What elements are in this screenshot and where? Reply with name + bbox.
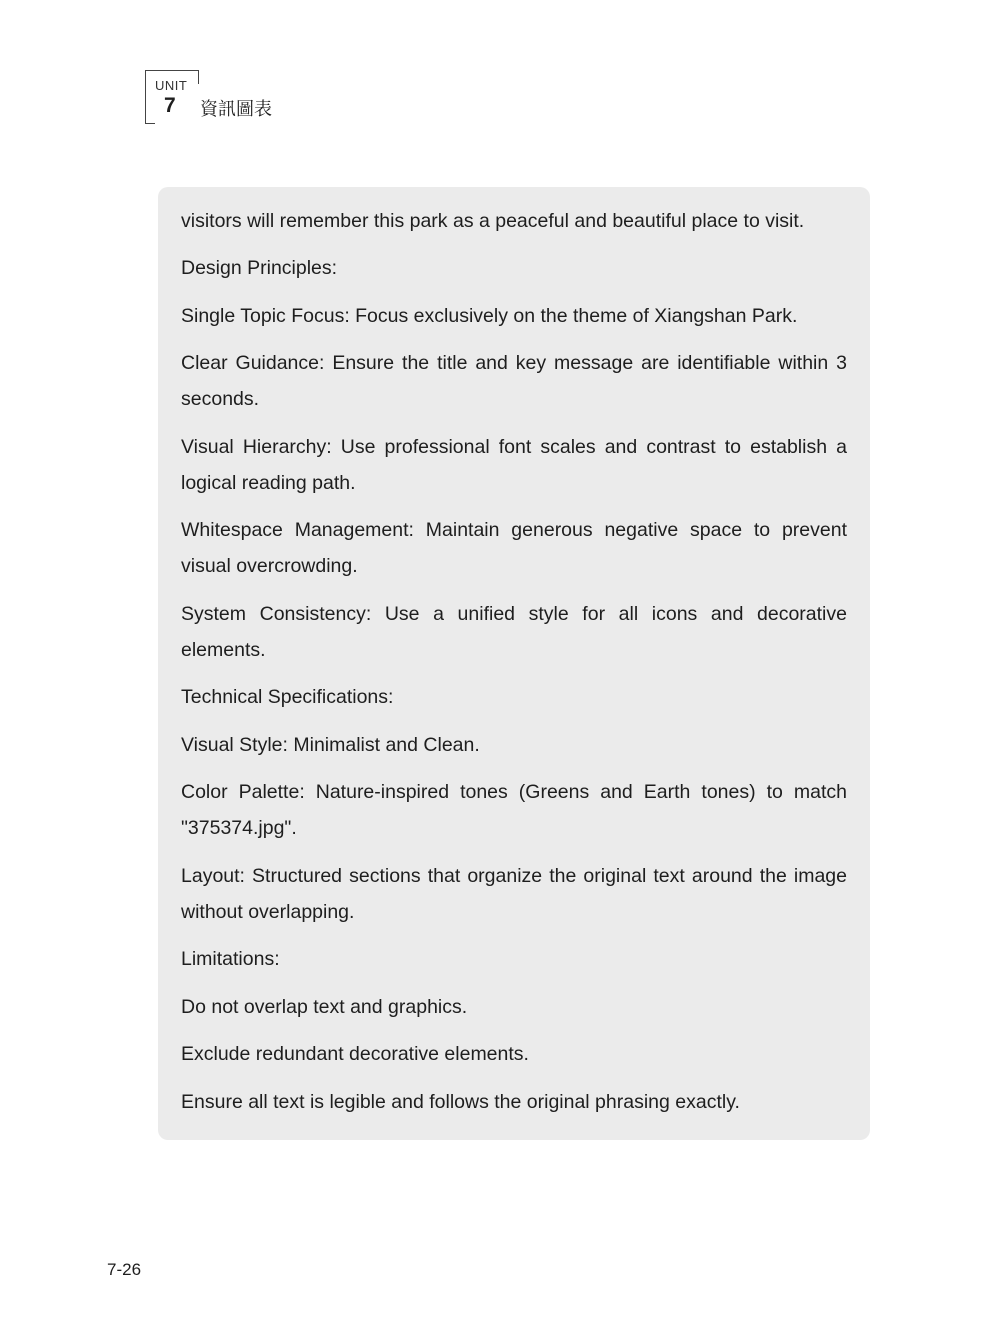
content-line: Whitespace Management: Maintain generous negative space to prevent visual overcrowding. [181, 519, 847, 577]
section-heading-technical-specifications: Technical Specifications: [181, 686, 394, 708]
content-line: Exclude redundant decorative elements. [181, 1043, 529, 1065]
prompt-content-box [158, 187, 870, 1140]
content-line: Visual Hierarchy: Use professional font scales and contrast to establish a logical reading path. [181, 436, 847, 494]
page-number: 7-26 [107, 1260, 142, 1279]
section-heading-design-principles: Design Principles: [181, 257, 338, 279]
content-line: visitors will remember this park as a peaceful and beautiful place to visit. [181, 210, 805, 232]
content-line: Single Topic Focus: Focus exclusively on the theme of Xiangshan Park. [181, 305, 798, 327]
content-line: Layout: Structured sections that organize the original text around the image without overlapping. [181, 865, 847, 923]
unit-title: 資訊圖表 [200, 99, 272, 120]
content-line: Clear Guidance: Ensure the title and key message are identifiable within 3 seconds. [181, 352, 847, 410]
unit-number: 7 [164, 94, 176, 117]
content-line: Color Palette: Nature-inspired tones (Greens and Earth tones) to match "375374.jpg". [181, 781, 847, 839]
unit-label: UNIT [155, 78, 188, 93]
badge-bracket-left [145, 70, 155, 124]
section-heading-limitations: Limitations: [181, 948, 280, 970]
content-line: Do not overlap text and graphics. [181, 996, 468, 1018]
content-line: System Consistency: Use a unified style for all icons and decorative elements. [181, 603, 847, 661]
content-line: Ensure all text is legible and follows the original phrasing exactly. [181, 1091, 740, 1113]
content-line: Visual Style: Minimalist and Clean. [181, 734, 480, 756]
